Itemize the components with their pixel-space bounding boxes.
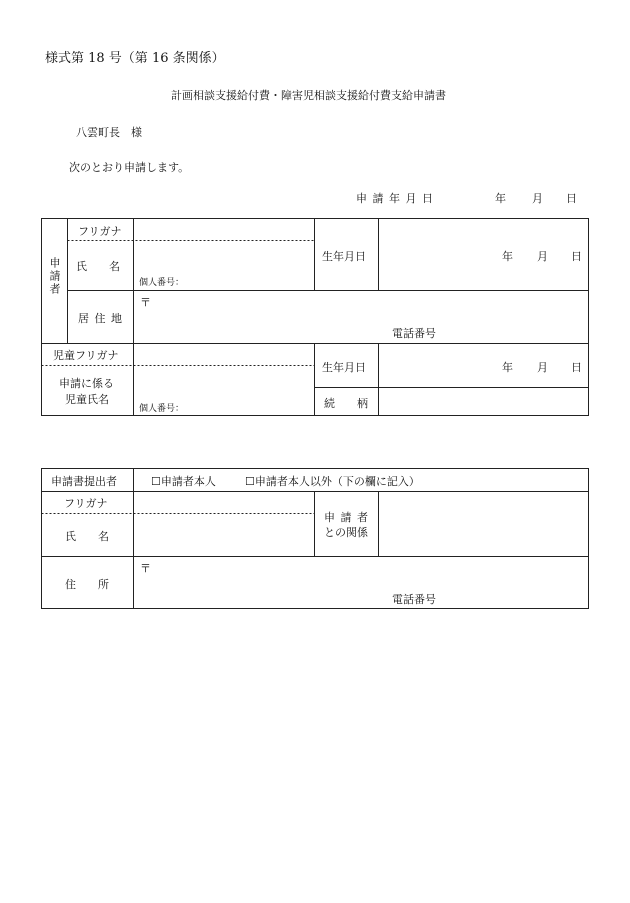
submitter-option-self[interactable]: ☐申請者本人 — [151, 475, 216, 488]
child-name-label-line2: 児童氏名 — [65, 393, 109, 406]
child-name-label-line1: 申請に係る — [59, 377, 114, 390]
applicant-birthdate-label: 生年月日 — [322, 250, 366, 263]
applicant-furigana-label: フリガナ — [78, 225, 122, 238]
submitter-address-field[interactable] — [135, 558, 587, 607]
applicant-birth-year: 年 — [502, 250, 513, 263]
application-date-month: 月 — [532, 192, 543, 205]
child-birth-year: 年 — [502, 361, 513, 374]
submitter-option-other[interactable]: ☐申請者本人以外（下の欄に記入） — [245, 475, 420, 488]
child-furigana-field[interactable] — [135, 344, 313, 364]
intro-text: 次のとおり申請します。 — [69, 161, 190, 174]
applicant-phone-label: 電話番号 — [392, 327, 436, 340]
application-date-label: 申 請 年 月 日 — [356, 192, 434, 205]
submitter-furigana-label: フリガナ — [64, 497, 108, 510]
applicant-address-label: 居 住 地 — [78, 312, 123, 325]
submitter-phone-label: 電話番号 — [392, 593, 436, 606]
child-birthdate-field[interactable] — [380, 344, 587, 386]
applicant-name-label: 氏 名 — [76, 260, 120, 273]
applicant-birth-day: 日 — [571, 250, 582, 263]
child-furigana-label: 児童フリガナ — [53, 349, 119, 362]
form-title: 計画相談支援給付費・障害児相談支援給付費支給申請書 — [171, 89, 446, 102]
applicant-mynumber-label: 個人番号： — [139, 278, 185, 288]
submitter-postal-mark: 〒 — [140, 562, 151, 575]
applicant-group-label: 申請者 — [48, 257, 61, 296]
child-birth-day: 日 — [571, 361, 582, 374]
submitter-address-label: 住 所 — [65, 578, 109, 591]
applicant-birth-month: 月 — [537, 250, 548, 263]
submitter-name-field[interactable] — [135, 515, 313, 555]
submitter-name-label: 氏 名 — [65, 530, 109, 543]
form-number: 様式第 18 号（第 16 条関係） — [45, 51, 225, 66]
submitter-relation-field[interactable] — [380, 493, 587, 555]
child-mynumber-label: 個人番号： — [139, 404, 185, 414]
application-date-year: 年 — [495, 192, 506, 205]
applicant-furigana-field[interactable] — [135, 219, 313, 239]
child-birthdate-label: 生年月日 — [322, 361, 366, 374]
applicant-address-field[interactable] — [135, 292, 587, 342]
child-relationship-label: 続 柄 — [324, 397, 368, 410]
application-date-day: 日 — [566, 192, 577, 205]
child-birth-month: 月 — [537, 361, 548, 374]
submitter-relation-label-line2: との関係 — [324, 526, 368, 539]
submitter-relation-label-line1: 申 請 者 — [324, 511, 369, 524]
submitter-label: 申請書提出者 — [51, 475, 117, 488]
submitter-furigana-field[interactable] — [135, 493, 313, 512]
child-relationship-field[interactable] — [380, 389, 587, 414]
applicant-birthdate-field[interactable] — [380, 219, 587, 289]
applicant-postal-mark: 〒 — [140, 296, 151, 309]
addressee: 八雲町長 様 — [76, 126, 142, 139]
